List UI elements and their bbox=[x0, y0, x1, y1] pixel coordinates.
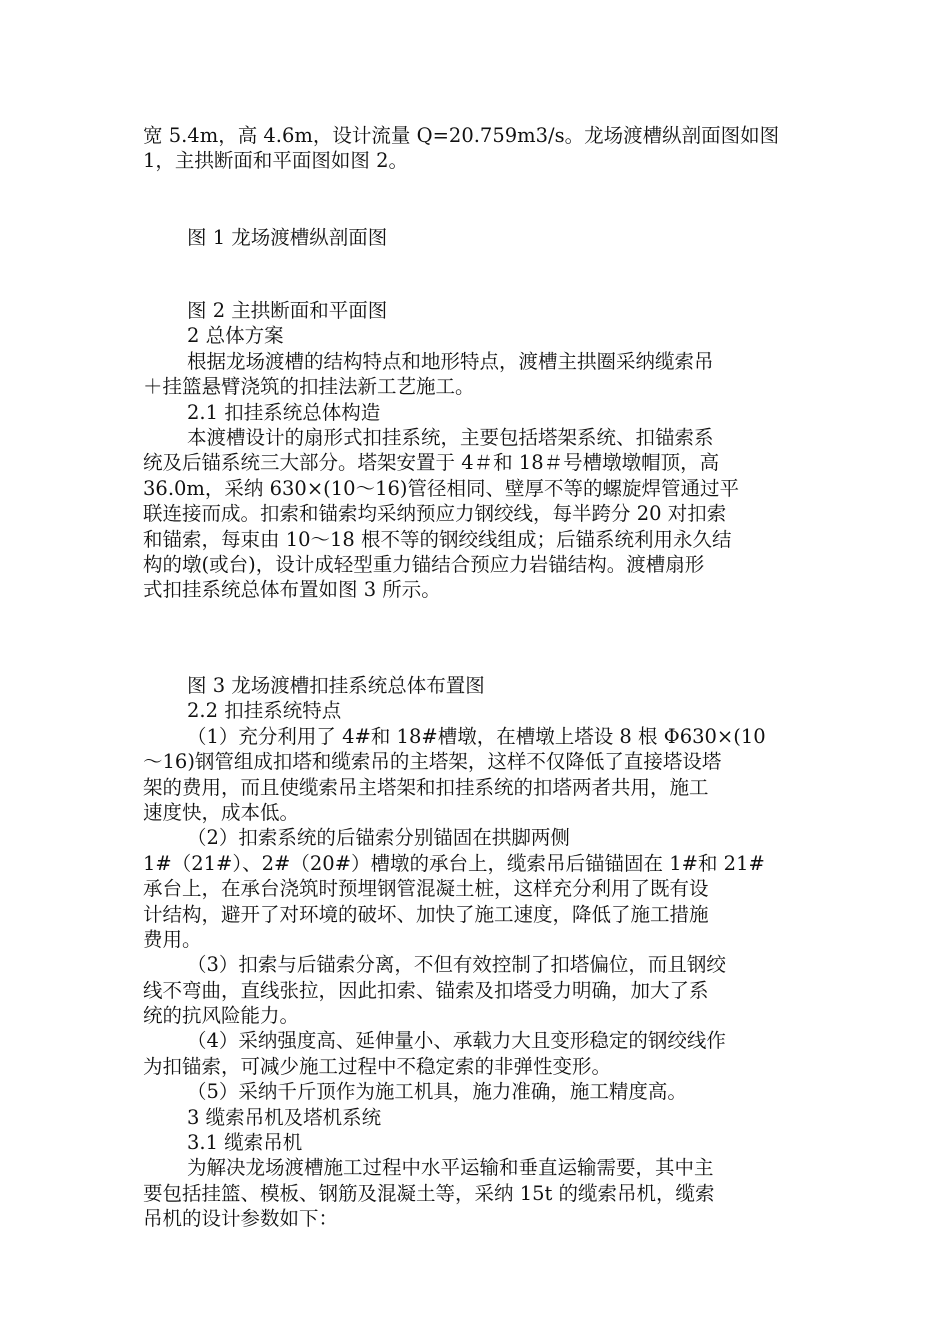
section-2-2-heading: 2.2 扣挂系统特点 bbox=[187, 699, 342, 723]
list-item-line: 速度快，成本低。 bbox=[143, 800, 300, 824]
intro-paragraph bbox=[143, 123, 813, 174]
list-item-line: 1#（21#）、2#（20#）槽墩的承台上，缆索吊后锚锚固在 1#和 21# bbox=[143, 851, 765, 875]
text-line: 构的墩(或台)，设计成轻型重力锚结合预应力岩锚结构。渡槽扇形 bbox=[143, 552, 705, 576]
list-item-line: 架的费用，而且使缆索吊主塔架和扣挂系统的扣塔两者共用，施工 bbox=[143, 775, 709, 799]
text-line: 统及后锚系统三大部分。塔架安置于 4＃和 18＃号槽墩墩帽顶，高 bbox=[143, 451, 720, 475]
list-item-line: （5）采纳千斤顶作为施工机具，施力准确，施工精度高。 bbox=[187, 1080, 687, 1104]
list-item-line: 为扣锚索，可减少施工过程中不稳定索的非弹性变形。 bbox=[143, 1054, 612, 1078]
text-line: ＋挂篮悬臂浇筑的扣挂法新工艺施工。 bbox=[143, 375, 475, 399]
list-item-line: （1）充分利用了 4#和 18#槽墩，在槽墩上塔设 8 根 Φ630×(10 bbox=[187, 724, 766, 748]
section-3-heading: 3 缆索吊机及塔机系统 bbox=[187, 1105, 382, 1129]
list-item-line: 统的抗风险能力。 bbox=[143, 1004, 300, 1028]
text-line: 36.0m，采纳 630×(10～16)管径相同、壁厚不等的螺旋焊管通过平 bbox=[143, 476, 740, 500]
section-2-block bbox=[143, 298, 813, 603]
list-item-line: （2）扣索系统的后锚索分别锚固在拱脚两侧 bbox=[187, 826, 570, 850]
section-2-2-block bbox=[143, 673, 813, 1232]
figure-2-caption: 图 2 主拱断面和平面图 bbox=[187, 299, 388, 322]
text-line: 和锚索，每束由 10～18 根不等的钢绞线组成；后锚系统利用永久结 bbox=[143, 527, 732, 551]
list-item-line: 承台上，在承台浇筑时预埋钢管混凝土桩，这样充分利用了既有设 bbox=[143, 877, 709, 901]
text-line: 式扣挂系统总体布置如图 3 所示。 bbox=[143, 578, 441, 602]
figure-1-caption: 图 1 龙场渡槽纵剖面图 bbox=[187, 226, 388, 249]
text-line: 要包括挂篮、模板、钢筋及混凝土等，采纳 15t 的缆索吊机，缆索 bbox=[143, 1181, 715, 1205]
text-line: 为解决龙场渡槽施工过程中水平运输和垂直运输需要，其中主 bbox=[187, 1156, 714, 1180]
text-line: 宽 5.4m，高 4.6m，设计流量 Q=20.759m3/s。龙场渡槽纵剖面图如图 bbox=[143, 124, 780, 147]
text-line: 吊机的设计参数如下： bbox=[143, 1207, 339, 1231]
list-item-line: ～16)钢管组成扣塔和缆索吊的主塔架，这样不仅降低了直接塔设塔 bbox=[143, 750, 722, 774]
section-2-1-heading: 2.1 扣挂系统总体构造 bbox=[187, 400, 381, 424]
text-line: 联连接而成。扣索和锚索均采纳预应力钢绞线，每半跨分 20 对扣索 bbox=[143, 502, 727, 526]
list-item-line: 计结构，避开了对环境的破坏、加快了施工速度，降低了施工措施 bbox=[143, 902, 709, 926]
text-line: 本渡槽设计的扇形式扣挂系统，主要包括塔架系统、扣锚索系 bbox=[187, 425, 714, 449]
section-2-heading: 2 总体方案 bbox=[187, 324, 284, 348]
section-3-1-heading: 3.1 缆索吊机 bbox=[187, 1131, 303, 1155]
figure-3-caption: 图 3 龙场渡槽扣挂系统总体布置图 bbox=[187, 674, 485, 697]
list-item-line: （3）扣索与后锚索分离，不但有效控制了扣塔偏位，而且钢绞 bbox=[187, 953, 726, 977]
text-line: 根据龙场渡槽的结构特点和地形特点，渡槽主拱圈采纳缆索吊 bbox=[187, 349, 714, 373]
list-item-line: （4）采纳强度高、延伸量小、承载力大且变形稳定的钢绞线作 bbox=[187, 1029, 726, 1053]
list-item-line: 线不弯曲，直线张拉，因此扣索、锚索及扣塔受力明确，加大了系 bbox=[143, 978, 709, 1002]
list-item-line: 费用。 bbox=[143, 927, 202, 951]
text-line: 1，主拱断面和平面图如图 2。 bbox=[143, 149, 409, 173]
